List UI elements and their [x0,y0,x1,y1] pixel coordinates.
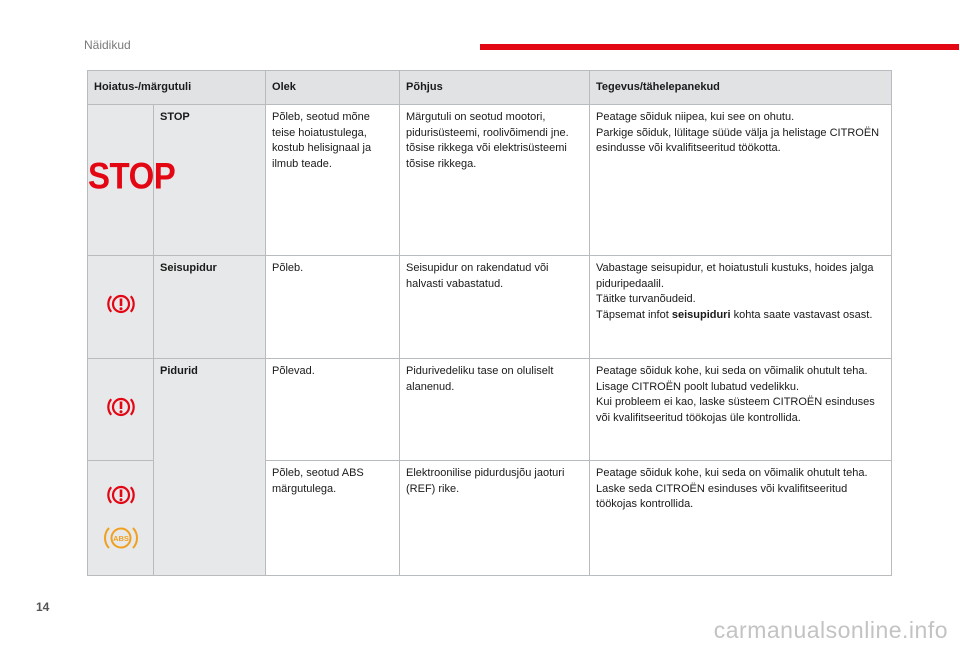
icon-cell [88,105,176,256]
action-line: Peatage sõiduk kohe, kui seda on võimalik ohutult teha. [596,365,868,377]
action-line: Peatage sõiduk niipea, kui see on ohutu. [596,111,795,123]
action-text [590,105,892,256]
action-line: Peatage sõiduk kohe, kui seda on võimalik ohutult teha. [596,467,868,479]
cause-text: Elektroonilise pidurdusjõu jaoturi (REF) rike. [400,461,590,576]
header-cause: Põhjus [400,71,590,105]
lamp-name: STOP [154,105,266,256]
warning-lamps-table [87,70,892,576]
section-title: Näidikud [84,38,131,52]
action-line: Täitke turvanõudeid. [596,293,696,305]
state-text: Põleb, seotud mõne teise hoiatustulega, kostub helisignaal ja ilmub teade. [266,105,400,256]
action-line: Parkige sõiduk, lülitage süüde välja ja helistage CITROËN esindusse või kvalifitseeritud töökotta. [596,126,880,154]
action-text [590,461,892,576]
header-lamp: Hoiatus-/märgutuli [88,71,266,105]
action-line: Kui probleem ei kao, laske süsteem CITROËN esinduses või kvalifitseeritud töökojas üle kontrollida. [596,396,875,424]
page-number: 14 [36,600,50,614]
accent-bar [480,44,959,50]
icon-cell [88,256,154,359]
stop-icon: STOP [88,154,176,196]
action-bold-term: seisupiduri [671,308,731,321]
table-row [88,359,892,461]
action-text [590,359,892,461]
action-text-part: kohta saate vastavast osast. [730,308,873,321]
brake-warning-icon [106,395,136,419]
action-text-part: Täpsemat infot [596,308,672,321]
state-text: Põlevad. [266,359,400,461]
cause-text: Märgutuli on seotud mootori, pidurisüsteemi, roolivõimendi jne. tõsise rikkega või elektrisüsteemi tõsise rikkega. [400,105,590,256]
brake-warning-icon [106,483,136,507]
state-text: Põleb. [266,256,400,359]
icon-cell [88,461,154,576]
action-line [596,308,885,324]
abs-icon-label: ABS [112,534,129,543]
cause-text: Pidurivedeliku tase on oluliselt alanenud. [400,359,590,461]
header-state: Olek [266,71,400,105]
action-text [590,256,892,359]
action-line: Lisage CITROËN poolt lubatud vedelikku. [596,380,800,393]
brake-warning-icon [106,292,136,316]
lamp-name: Seisupidur [154,256,266,359]
table-header-row [88,71,892,105]
table-row [88,256,892,359]
action-line: Vabastage seisupidur, et hoiatustuli kustuks, hoides jalga piduripedaalil. [596,262,874,290]
watermark: carmanualsonline.info [713,617,948,643]
lamp-name: Pidurid [154,359,266,576]
abs-icon [102,523,140,553]
header-action: Tegevus/tähelepanekud [590,71,892,105]
icon-cell [88,359,154,461]
action-line: Laske seda CITROËN esinduses või kvalifitseeritud töökojas kontrollida. [596,482,848,510]
state-text: Põleb, seotud ABS märgutulega. [266,461,400,576]
cause-text: Seisupidur on rakendatud või halvasti vabastatud. [400,256,590,359]
table-row [88,105,892,256]
